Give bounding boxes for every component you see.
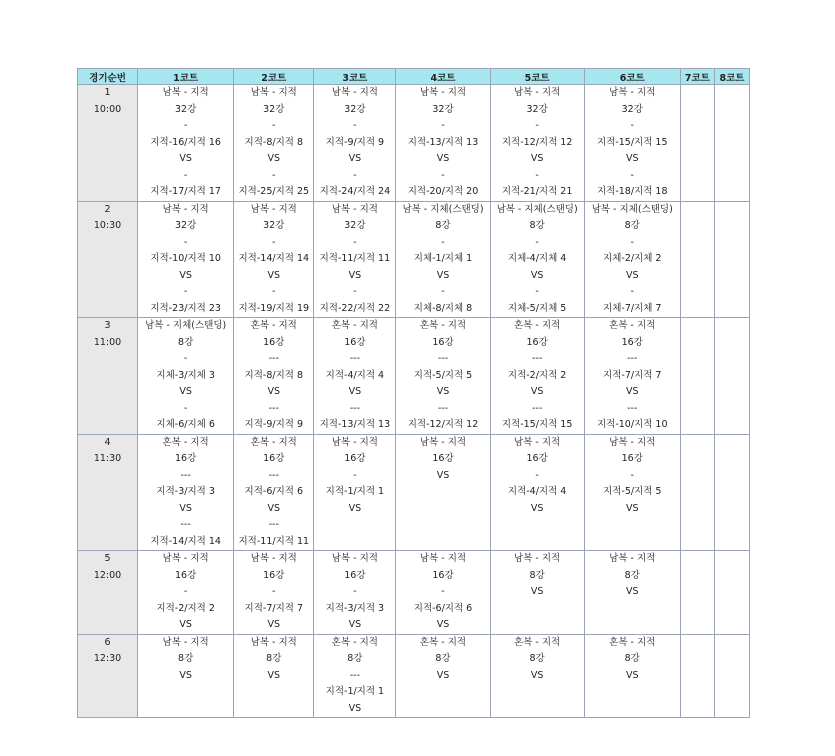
cell-line: 지적-4/지적 4: [325, 369, 385, 381]
cell-line: VS: [179, 269, 192, 281]
cell-line: 남복 - 지적: [331, 553, 378, 564]
court-3-cell: [314, 201, 396, 318]
match-number: 6: [104, 636, 111, 648]
cell-line: -: [630, 286, 634, 297]
cell-line: 남복 - 지적: [514, 553, 561, 564]
header-court-2: 2코트: [234, 69, 314, 85]
cell-line: 8강: [529, 220, 545, 231]
match-number: 5: [104, 553, 111, 564]
court-3-cell: [314, 551, 396, 635]
cell-line: VS: [625, 386, 639, 397]
cell-line: -: [353, 586, 357, 597]
table-row: [78, 551, 750, 635]
order-cell: [78, 551, 138, 635]
court-5-cell: [490, 201, 584, 318]
cell-line: 지적-18/지적 18: [596, 186, 668, 197]
cell-line: 남복 - 지적: [250, 553, 297, 564]
cell-line: 16강: [263, 569, 285, 581]
cell-line: VS: [267, 669, 281, 681]
cell-line: -: [535, 236, 539, 248]
cell-line: 지적-3/지적 3: [156, 486, 215, 497]
cell-line: -: [272, 586, 276, 597]
match-time: 12:00: [93, 569, 122, 581]
cell-line: ---: [349, 669, 361, 681]
cell-line: 남복 - 지적: [419, 553, 467, 564]
court-7-cell: [680, 434, 714, 551]
cell-line: ---: [268, 469, 279, 481]
court-8-cell: [714, 85, 749, 202]
cell-line: 지체-1/지체 1: [413, 253, 473, 264]
cell-line: 16강: [432, 569, 454, 581]
cell-line: VS: [530, 269, 544, 281]
cell-line: -: [441, 236, 445, 248]
court-2-cell: [234, 434, 314, 551]
cell-line: VS: [179, 386, 192, 397]
table-row: [78, 434, 750, 551]
court-5-cell: [490, 85, 584, 202]
cell-line: 16강: [344, 569, 366, 581]
cell-line: 지적-16/지적 16: [150, 136, 221, 148]
cell-line: 남복 - 지적: [162, 553, 209, 564]
court-5-cell: [490, 634, 584, 718]
cell-line: 지체-2/지체 2: [603, 253, 662, 264]
court-1-cell: [138, 434, 234, 551]
cell-line: 32강: [621, 103, 643, 115]
cell-line: 지적-10/지적 10: [596, 419, 668, 430]
court-8-cell: [714, 201, 749, 318]
court-5-cell: [490, 551, 584, 635]
cell-line: 혼복 - 지적: [514, 636, 561, 648]
order-cell: [78, 318, 138, 435]
cell-line: 16강: [432, 336, 454, 348]
court-3-cell: [314, 634, 396, 718]
header-court-5: 5코트: [490, 69, 584, 85]
cell-line: ---: [180, 519, 191, 530]
cell-line: -: [441, 120, 445, 131]
cell-line: ---: [349, 402, 361, 414]
cell-line: ---: [531, 353, 543, 364]
cell-line: 남복 - 지적: [162, 636, 209, 648]
cell-line: 지적-5/지적 5: [603, 486, 662, 497]
cell-line: 남복 - 지체(스탠딩): [591, 203, 673, 215]
cell-line: VS: [436, 619, 450, 630]
cell-line: -: [535, 169, 539, 181]
cell-line: -: [630, 469, 634, 481]
cell-line: 16강: [526, 336, 548, 348]
cell-line: 지적-4/지적 4: [507, 486, 567, 497]
cell-line: 혼복 - 지적: [609, 636, 656, 648]
cell-line: 8강: [624, 569, 640, 581]
cell-line: 남복 - 지적: [331, 203, 378, 215]
cell-line: -: [272, 120, 276, 131]
table-row: [78, 318, 750, 435]
court-8-cell: [714, 551, 749, 635]
court-1-cell: [138, 85, 234, 202]
cell-line: 남복 - 지적: [162, 203, 209, 215]
cell-line: 8강: [529, 569, 545, 581]
cell-line: VS: [436, 469, 450, 481]
cell-line: 지적-19/지적 19: [238, 302, 310, 314]
cell-line: ---: [627, 353, 638, 364]
cell-line: 8강: [529, 653, 545, 664]
cell-line: VS: [530, 386, 544, 397]
cell-line: VS: [348, 386, 362, 397]
cell-line: 지적-1/지적 1: [325, 486, 385, 497]
cell-line: VS: [348, 702, 362, 714]
cell-line: -: [272, 236, 276, 248]
match-time: 12:30: [93, 653, 122, 664]
cell-line: VS: [530, 153, 544, 164]
cell-line: 8강: [178, 336, 194, 348]
cell-line: VS: [530, 586, 544, 597]
table-row: [78, 85, 750, 202]
cell-line: -: [441, 286, 445, 297]
cell-line: -: [183, 236, 188, 248]
cell-line: ---: [268, 353, 279, 364]
cell-line: 지적-15/지적 15: [501, 419, 573, 430]
court-3-cell: [314, 434, 396, 551]
cell-line: 지적-11/지적 11: [238, 535, 310, 547]
court-5-cell: [490, 434, 584, 551]
cell-line: 8강: [266, 653, 282, 664]
cell-line: 혼복 - 지적: [609, 320, 656, 331]
cell-line: 32강: [263, 103, 285, 115]
court-4-cell: [396, 85, 490, 202]
cell-line: 32강: [175, 103, 197, 115]
cell-line: VS: [625, 669, 639, 681]
cell-line: 지적-13/지적 13: [319, 419, 391, 430]
cell-line: -: [441, 169, 445, 181]
table-body: [78, 85, 750, 718]
cell-line: VS: [267, 619, 281, 630]
cell-line: -: [183, 353, 188, 364]
cell-line: 남복 - 지체(스탠딩): [145, 320, 227, 331]
cell-line: VS: [179, 669, 192, 681]
cell-line: 8강: [435, 653, 451, 664]
cell-line: 8강: [435, 220, 451, 231]
court-7-cell: [680, 634, 714, 718]
cell-line: 지적-2/지적 2: [156, 602, 215, 614]
cell-line: 남복 - 지적: [609, 553, 656, 564]
cell-line: 혼복 - 지적: [162, 436, 209, 448]
cell-line: 남복 - 지적: [609, 87, 656, 98]
header-court-3: 3코트: [314, 69, 396, 85]
cell-line: VS: [179, 619, 192, 630]
cell-line: 32강: [432, 103, 454, 115]
cell-line: 지적-5/지적 5: [413, 369, 473, 381]
cell-line: 지적-9/지적 9: [325, 136, 385, 148]
header-order: 경기순번: [78, 69, 138, 85]
header-court-4: 4코트: [396, 69, 490, 85]
cell-line: 남복 - 지적: [331, 436, 378, 448]
cell-line: VS: [267, 269, 281, 281]
cell-line: 지적-8/지적 8: [244, 369, 303, 381]
cell-line: 남복 - 지적: [514, 87, 561, 98]
court-1-cell: [138, 551, 234, 635]
cell-line: 32강: [344, 220, 366, 231]
court-7-cell: [680, 551, 714, 635]
cell-line: 지적-17/지적 17: [150, 186, 221, 197]
court-8-cell: [714, 434, 749, 551]
cell-line: ---: [268, 519, 279, 530]
cell-line: 16강: [621, 336, 643, 348]
cell-line: 지적-6/지적 6: [413, 602, 473, 614]
cell-line: VS: [625, 269, 639, 281]
cell-line: 8강: [624, 653, 640, 664]
court-6-cell: [584, 434, 680, 551]
cell-line: 남복 - 지적: [331, 87, 378, 98]
cell-line: VS: [348, 269, 362, 281]
cell-line: -: [630, 169, 634, 181]
match-time: 10:00: [93, 103, 122, 115]
cell-line: 지적-12/지적 12: [501, 136, 573, 148]
order-cell: [78, 201, 138, 318]
cell-line: VS: [179, 153, 192, 164]
court-2-cell: [234, 201, 314, 318]
court-5-cell: [490, 318, 584, 435]
cell-line: 남복 - 지적: [250, 87, 297, 98]
cell-line: 지적-7/지적 7: [244, 602, 303, 614]
cell-line: 16강: [526, 453, 548, 464]
cell-line: 16강: [344, 336, 366, 348]
cell-line: VS: [436, 386, 450, 397]
cell-line: -: [183, 402, 188, 414]
match-number: 1: [104, 87, 111, 98]
cell-line: 지적-3/지적 3: [325, 602, 385, 614]
cell-line: VS: [348, 153, 362, 164]
cell-line: -: [353, 169, 357, 181]
table-header: [78, 69, 750, 85]
cell-line: -: [353, 120, 357, 131]
cell-line: 8강: [178, 653, 194, 664]
cell-line: ---: [437, 353, 449, 364]
cell-line: VS: [625, 153, 639, 164]
court-8-cell: [714, 634, 749, 718]
cell-line: -: [183, 586, 188, 597]
match-time: 11:30: [93, 453, 122, 464]
cell-line: VS: [625, 586, 639, 597]
table-row: [78, 634, 750, 718]
cell-line: 지체-7/지체 7: [603, 302, 662, 314]
cell-line: 지적-14/지적 14: [238, 253, 310, 264]
order-cell: [78, 634, 138, 718]
table-row: [78, 201, 750, 318]
cell-line: ---: [627, 402, 638, 414]
cell-line: VS: [530, 669, 544, 681]
match-time: 11:00: [93, 336, 122, 348]
cell-line: -: [272, 169, 276, 181]
cell-line: 지적-23/지적 23: [150, 302, 221, 314]
cell-line: 지적-24/지적 24: [319, 186, 391, 197]
cell-line: 16강: [621, 453, 643, 464]
schedule-table: [77, 68, 750, 718]
cell-line: VS: [267, 153, 281, 164]
cell-line: 지적-8/지적 8: [244, 136, 303, 148]
cell-line: -: [630, 236, 634, 248]
cell-line: -: [272, 286, 276, 297]
cell-line: ---: [268, 402, 279, 414]
header-court-6: 6코트: [584, 69, 680, 85]
header-row: [78, 69, 750, 85]
cell-line: 지체-4/지체 4: [507, 253, 567, 264]
cell-line: 32강: [344, 103, 366, 115]
cell-line: 남복 - 지적: [162, 87, 209, 98]
cell-line: VS: [436, 153, 450, 164]
match-number: 3: [104, 320, 111, 331]
cell-line: VS: [267, 386, 281, 397]
cell-line: 16강: [175, 569, 197, 581]
cell-line: 16강: [263, 453, 285, 464]
cell-line: -: [535, 469, 539, 481]
cell-line: 8강: [624, 220, 640, 231]
cell-line: 32강: [263, 220, 285, 231]
cell-line: -: [535, 120, 539, 131]
cell-line: 지적-14/지적 14: [150, 535, 221, 547]
cell-line: 혼복 - 지적: [250, 320, 297, 331]
cell-line: 16강: [344, 453, 366, 464]
court-6-cell: [584, 551, 680, 635]
court-7-cell: [680, 318, 714, 435]
cell-line: VS: [625, 502, 639, 514]
cell-line: 지적-2/지적 2: [507, 369, 567, 381]
court-8-cell: [714, 318, 749, 435]
cell-line: -: [535, 286, 539, 297]
cell-line: 지적-6/지적 6: [244, 486, 303, 497]
court-4-cell: [396, 634, 490, 718]
court-4-cell: [396, 434, 490, 551]
cell-line: 혼복 - 지적: [331, 636, 378, 648]
court-1-cell: [138, 201, 234, 318]
court-4-cell: [396, 318, 490, 435]
cell-line: VS: [436, 269, 450, 281]
cell-line: -: [353, 469, 357, 481]
cell-line: 지체-8/지체 8: [413, 302, 473, 314]
cell-line: 남복 - 지체(스탠딩): [496, 203, 578, 215]
cell-line: 남복 - 지적: [609, 436, 656, 448]
cell-line: 남복 - 지체(스탠딩): [402, 203, 484, 215]
order-cell: [78, 85, 138, 202]
cell-line: -: [183, 286, 188, 297]
cell-line: 혼복 - 지적: [419, 636, 467, 648]
cell-line: 16강: [175, 453, 197, 464]
cell-line: 32강: [175, 220, 197, 231]
cell-line: 지체-3/지체 3: [156, 369, 215, 381]
cell-line: VS: [267, 502, 281, 514]
cell-line: 남복 - 지적: [419, 87, 467, 98]
court-4-cell: [396, 551, 490, 635]
header-court-8: 8코트: [714, 69, 749, 85]
court-1-cell: [138, 318, 234, 435]
cell-line: 지적-25/지적 25: [238, 186, 310, 197]
cell-line: -: [353, 236, 357, 248]
cell-line: 16강: [263, 336, 285, 348]
cell-line: VS: [348, 619, 362, 630]
court-6-cell: [584, 634, 680, 718]
cell-line: 지적-22/지적 22: [319, 302, 391, 314]
cell-line: 혼복 - 지적: [419, 320, 467, 331]
court-7-cell: [680, 201, 714, 318]
cell-line: 지적-21/지적 21: [501, 186, 573, 197]
court-2-cell: [234, 318, 314, 435]
cell-line: -: [353, 286, 357, 297]
match-number: 4: [104, 436, 111, 448]
cell-line: -: [183, 169, 188, 181]
court-3-cell: [314, 318, 396, 435]
cell-line: 지적-12/지적 12: [407, 419, 479, 430]
cell-line: VS: [530, 502, 544, 514]
court-4-cell: [396, 201, 490, 318]
cell-line: 남복 - 지적: [250, 203, 297, 215]
match-time: 10:30: [93, 220, 122, 231]
cell-line: 혼복 - 지적: [331, 320, 378, 331]
cell-line: -: [441, 586, 445, 597]
cell-line: 지체-5/지체 5: [507, 302, 567, 314]
cell-line: 지적-20/지적 20: [407, 186, 479, 197]
cell-line: 혼복 - 지적: [514, 320, 561, 331]
cell-line: ---: [531, 402, 543, 414]
cell-line: 8강: [347, 653, 363, 664]
court-2-cell: [234, 85, 314, 202]
cell-line: ---: [349, 353, 361, 364]
court-1-cell: [138, 634, 234, 718]
cell-line: 지적-11/지적 11: [319, 253, 391, 264]
cell-line: 혼복 - 지적: [250, 436, 297, 448]
cell-line: VS: [436, 669, 450, 681]
header-court-7: 7코트: [680, 69, 714, 85]
cell-line: 지적-1/지적 1: [325, 686, 385, 697]
court-6-cell: [584, 201, 680, 318]
cell-line: ---: [437, 402, 449, 414]
court-2-cell: [234, 634, 314, 718]
cell-line: -: [630, 120, 634, 131]
cell-line: 남복 - 지적: [419, 436, 467, 448]
court-3-cell: [314, 85, 396, 202]
court-2-cell: [234, 551, 314, 635]
cell-line: 지적-13/지적 13: [407, 136, 479, 148]
cell-line: 지체-6/지체 6: [156, 419, 215, 430]
order-cell: [78, 434, 138, 551]
cell-line: VS: [348, 502, 362, 514]
court-6-cell: [584, 85, 680, 202]
match-number: 2: [104, 203, 111, 215]
cell-line: 남복 - 지적: [514, 436, 561, 448]
court-6-cell: [584, 318, 680, 435]
cell-line: -: [183, 120, 188, 131]
cell-line: 지적-7/지적 7: [603, 369, 662, 381]
cell-line: ---: [180, 469, 191, 481]
court-7-cell: [680, 85, 714, 202]
cell-line: 32강: [526, 103, 548, 115]
cell-line: VS: [179, 502, 192, 514]
cell-line: 지적-9/지적 9: [244, 419, 303, 430]
header-court-1: 1코트: [138, 69, 234, 85]
cell-line: 16강: [432, 453, 454, 464]
cell-line: 지적-10/지적 10: [150, 253, 221, 264]
cell-line: 남복 - 지적: [250, 636, 297, 648]
cell-line: 지적-15/지적 15: [596, 136, 668, 148]
